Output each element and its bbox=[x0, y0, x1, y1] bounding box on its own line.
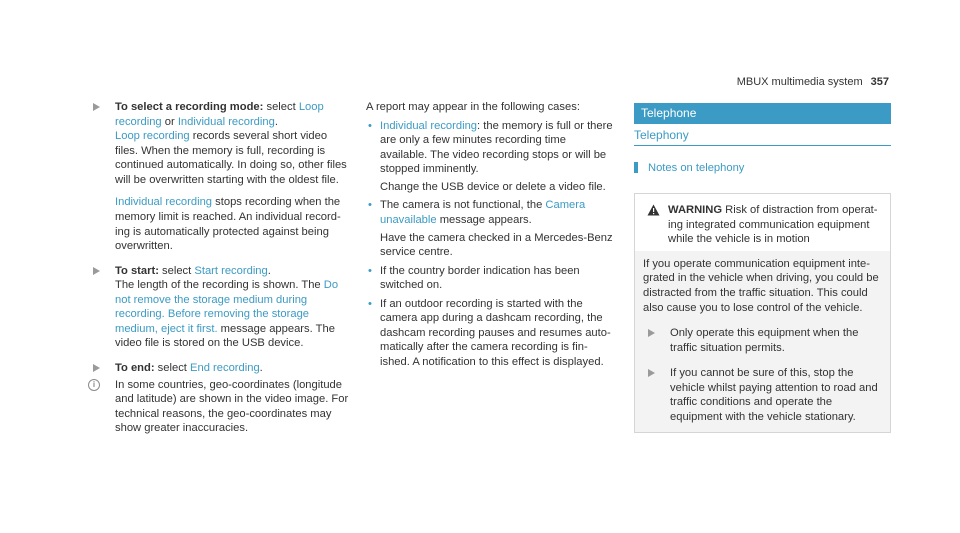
start-description bbox=[115, 278, 350, 351]
menu-item-individual-recording[interactable]: Individual recording bbox=[177, 115, 275, 128]
step-label: To end: bbox=[115, 362, 155, 374]
info-note bbox=[88, 378, 350, 436]
bullet-icon: • bbox=[368, 297, 372, 310]
individual-recording-term: Individual recording bbox=[115, 196, 213, 209]
right-column bbox=[634, 100, 891, 433]
warning-header bbox=[635, 194, 890, 251]
page-header bbox=[737, 75, 889, 89]
note-bar-icon bbox=[634, 162, 638, 173]
note-title: Notes on telephony bbox=[648, 161, 745, 174]
bullet-icon: • bbox=[368, 199, 372, 212]
arrow-right-icon bbox=[93, 364, 100, 372]
loop-recording-term: Loop recording bbox=[115, 130, 190, 143]
menu-item-start-recording[interactable]: Start recording bbox=[194, 264, 268, 277]
left-column bbox=[88, 100, 350, 436]
camera-unavailable-message: Camera unavailable bbox=[380, 199, 586, 226]
section-title: Telephony bbox=[634, 128, 891, 146]
list-text: The camera is not functional, the bbox=[380, 199, 546, 212]
individual-recording-description bbox=[115, 195, 350, 253]
info-text: In some countries, geo-coordinates (longitude and latitude) are shown in the video image. For technical reasons, the geo-coordinates may show greater inaccuracies. bbox=[115, 378, 349, 435]
arrow-right-icon bbox=[648, 329, 655, 337]
step-start bbox=[88, 264, 350, 351]
list-text: If the country border indication has been switched on. bbox=[380, 264, 580, 292]
list-text: If an outdoor recording is started with the camera app during a dashcam recording, the dashcam recording pauses and resumes auto-matically after the camera recording is fin-ished. A notification to this effect is displayed. bbox=[380, 297, 611, 368]
warning-step bbox=[643, 326, 882, 355]
description-text: message appears. The video file is stored on the USB device. bbox=[115, 322, 335, 350]
page-number: 357 bbox=[870, 76, 889, 88]
step-end bbox=[88, 361, 350, 376]
individual-recording-term: Individual recording bbox=[380, 119, 478, 132]
report-intro: A report may appear in the following cases: bbox=[366, 101, 580, 113]
note-heading bbox=[634, 161, 891, 176]
info-icon: i bbox=[88, 379, 100, 391]
list-subtext: Have the camera checked in a Mercedes-Benz service centre. bbox=[380, 231, 613, 259]
list-item bbox=[366, 119, 616, 195]
step-select-mode bbox=[88, 100, 350, 254]
description-text: The length of the recording is shown. The bbox=[115, 279, 324, 292]
arrow-right-icon bbox=[648, 369, 655, 377]
list-item bbox=[366, 297, 616, 370]
step-text: . bbox=[259, 362, 263, 374]
list-subtext: Change the USB device or delete a video file. bbox=[380, 180, 606, 193]
warning-step bbox=[643, 366, 882, 424]
warning-label: WARNING bbox=[668, 204, 723, 217]
step-label: To start: bbox=[115, 264, 159, 277]
menu-item-loop-recording[interactable]: Loop recording bbox=[115, 101, 324, 128]
bullet-icon: • bbox=[368, 264, 372, 277]
chapter-title-bar: Telephone bbox=[634, 103, 891, 124]
description-text: records several short video files. When the memory is full, recording is continued automatically. In doing so, other files will be overwritten starting with the oldest file. bbox=[115, 130, 347, 186]
step-label: To select a recording mode: bbox=[115, 101, 264, 113]
loop-recording-description bbox=[115, 129, 350, 187]
step-text: select bbox=[263, 101, 299, 113]
warning-step-text: If you cannot be sure of this, stop the vehicle whilst paying attention to road and traffic conditions and operate the equipment with the vehicle stationary. bbox=[670, 367, 878, 423]
step-text: select bbox=[158, 264, 195, 277]
warning-body bbox=[635, 251, 890, 433]
menu-item-end-recording[interactable]: End recording bbox=[190, 362, 260, 374]
warning-step-text: Only operate this equipment when the traffic situation permits. bbox=[670, 327, 859, 354]
step-text: . bbox=[267, 264, 271, 277]
storage-message: Do not remove the storage medium during recording. Before removing the storage medium, eject it first. bbox=[115, 279, 339, 335]
warning-description: If you operate communication equipment inte-grated in the vehicle when driving, you could be distracted from the traffic situation. This could also cause you to lose control of the vehicle. bbox=[643, 257, 879, 314]
header-title: MBUX multimedia system bbox=[736, 76, 863, 88]
warning-triangle-icon bbox=[647, 204, 660, 216]
step-text: select bbox=[154, 362, 191, 374]
step-text: or bbox=[161, 115, 178, 128]
warning-box bbox=[634, 193, 891, 433]
arrow-right-icon bbox=[93, 267, 100, 275]
list-item bbox=[366, 198, 616, 259]
arrow-right-icon bbox=[93, 103, 100, 111]
step-text: . bbox=[274, 115, 278, 128]
list-text: : the memory is full or there are only a few minutes recording time available. The video recording stops or will be stopped imminently. bbox=[380, 119, 613, 176]
list-item bbox=[366, 264, 616, 293]
list-text: message appears. bbox=[436, 213, 532, 226]
middle-column bbox=[366, 100, 616, 374]
description-text: stops recording when the memory limit is reached. An individual record-ing is automatically protected against being overwritten. bbox=[115, 196, 341, 253]
warning-text: Risk of distraction from operat-ing integrated communication equipment while the vehicle is in motion bbox=[668, 204, 878, 246]
bullet-icon: • bbox=[368, 119, 372, 132]
